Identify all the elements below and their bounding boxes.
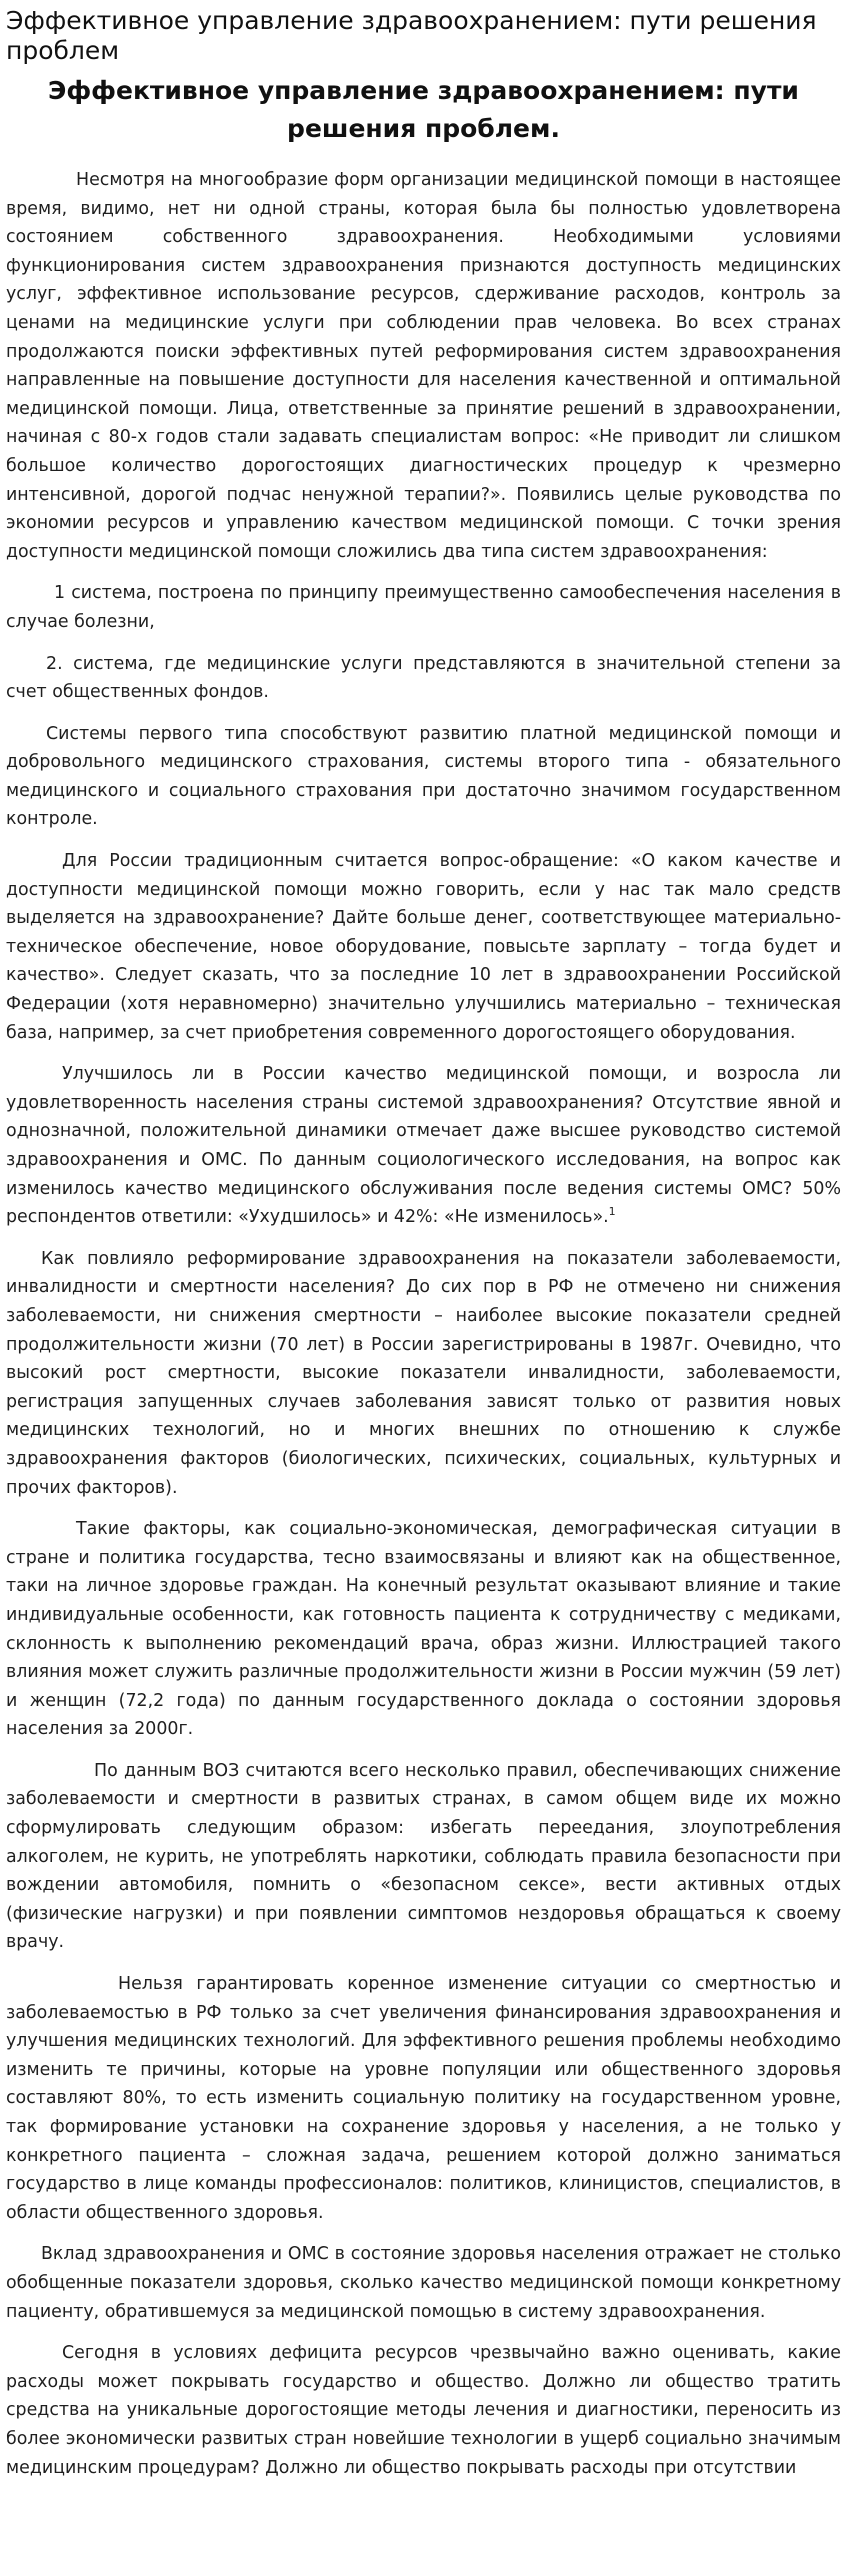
- paragraph-factors: Такие факторы, как социально-экономическая, демографическая ситуации в стране и политика государства, тесно взаимосвязаны и влияют как на общественное, таки на личное здоровье граждан. На конечный результат оказывают влияние и такие индивидуальные особенности, как готовность пациента к сотрудничеству с медиками, склонность к выполнению рекомендаций врача, образ жизни. Иллюстрацией такого влияния может служить различные продолжительности жизни в России мужчин (59 лет) и женщин (72,2 года) по данным государственного доклада о состоянии здоровья населения за 2000г.: [6, 1519, 841, 1740]
- paragraph-who-rules: По данным ВОЗ считаются всего несколько правил, обеспечивающих снижение заболеваемости и смертности в развитых странах, в самом общем виде их можно сформулировать следующим образом: избегать переедания, злоупотребления алкоголем, не курить, не употреблять наркотики, соблюдать правила безопасности при вождении автомобиля, помнить о «безопасном сексе», вести активных отдых (физические нагрузки) и при появлении симптомов нездоровья обращаться к своему врачу.: [6, 1760, 841, 1953]
- document-heading: Эффективное управление здравоохранением: пути решения проблем.: [48, 76, 799, 143]
- paragraph-resource-deficit: Сегодня в условиях дефицита ресурсов чрезвычайно важно оценивать, какие расходы может покрывать государство и общество. Должно ли общество тратить средства на уникальные дорогостоящие методы лечения и диагностики, переносить из более экономически развитых стран новейшие технологии в ущерб социально значимым медицинским процедурам? Должно ли общество покрывать расходы при отсутствии: [6, 2343, 841, 2478]
- paragraph-system-types: Системы первого типа способствуют развитию платной медицинской помощи и добровольного медицинского страхования, системы второго типа - обязательного медицинского и социального страхования при достаточно значимом государственном контроле.: [6, 723, 841, 830]
- footnote-reference[interactable]: 1: [608, 1205, 616, 1219]
- paragraph-intro: Несмотря на многообразие форм организации медицинской помощи в настоящее время, видимо, нет ни одной страны, которая была бы полностью удовлетворена состоянием собственного здравоохранения. Необходимыми условиями функционирования систем здравоохранения признаются доступность медицинских услуг, эффективное использование ресурсов, сдерживание расходов, контроль за ценами на медицинские услуги при соблюдении прав человека. Во всех странах продолжаются поиски эффективных путей реформирования систем здравоохранения направленные на повышение доступности для населения качественной и оптимальной медицинской помощи. Лица, ответственные за принятие решений в здравоохранении, начиная с 80-х годов стали задавать специалистам вопрос: «Не приводит ли слишком большое количество дорогостоящих диагностических процедур к чрезмерно интенсивной, дорогой подчас ненужной терапии?». Появились целые руководства по экономии ресурсов и управлению качеством медицинской помощи. С точки зрения доступности медицинской помощи сложились два типа систем здравоохранения:: [6, 170, 841, 562]
- paragraph-quality-survey: [6, 1060, 841, 1232]
- list-item-system-2: 2. система, где медицинские услуги представляются в значительной степени за счет общественных фондов.: [6, 653, 841, 703]
- page-title: Эффективное управление здравоохранением: пути решения проблем: [6, 6, 817, 65]
- paragraph-quality-survey-text: Улучшилось ли в России качество медицинской помощи, и возросла ли удовлетворенность населения страны системой здравоохранения? Отсутствие явной и однозначной, положительной динамики отмечает даже высшее руководство системой здравоохранения и ОМС. По данным социологического исследования, на вопрос как изменилось качество медицинского обслуживания после ведения системы ОМС? 50% респондентов ответили: «Ухудшилось» и 42%: «Не изменилось».: [6, 1064, 841, 1228]
- paragraph-russia-question: Для России традиционным считается вопрос-обращение: «О каком качестве и доступности медицинской помощи можно говорить, если у нас так мало средств выделяется на здравоохранение? Дайте больше денег, соответствующее материально-техническое обеспечение, новое оборудование, повысьте зарплату – тогда будет и качество». Следует сказать, что за последние 10 лет в здравоохранении Российской Федерации (хотя неравномерно) значительно улучшились материально – техническая база, например, за счет приобретения современного дорогостоящего оборудования.: [6, 851, 841, 1043]
- paragraph-no-guarantee: Нельзя гарантировать коренное изменение ситуации со смертностью и заболеваемостью в РФ только за счет увеличения финансирования здравоохранения и улучшения медицинских технологий. Для эффективного решения проблемы необходимо изменить те причины, которые на уровне популяции или общественного здоровья составляют 80%, то есть изменить социальную политику на государственном уровне, так формирование установки на сохранение здоровья у населения, а не только у конкретного пациента – сложная задача, решением которой должно заниматься государство в лице команды профессионалов: политиков, клиницистов, специалистов, в области общественного здоровья.: [6, 1974, 841, 2223]
- paragraph-reform-impact: Как повлияло реформирование здравоохранения на показатели заболеваемости, инвалидности и смертности населения? До сих пор в РФ не отмечено ни снижения заболеваемости, ни снижения смертности – наиболее высокие показатели средней продолжительности жизни (70 лет) в России зарегистрированы в 1987г. Очевидно, что высокий рост смертности, высокие показатели инвалидности, заболеваемости, регистрация запущенных случаев заболевания зависят только от развития новых медицинских технологий, но и многих внешних по отношению к службе здравоохранения факторов (биологических, психических, социальных, культурных и прочих факторов).: [6, 1248, 841, 1498]
- list-item-system-1: 1 система, построена по принципу преимущественно самообеспечения населения в случае болезни,: [6, 583, 841, 632]
- paragraph-contribution: Вклад здравоохранения и ОМС в состояние здоровья населения отражает не столько обобщенные показатели здоровья, сколько качество медицинской помощи конкретному пациенту, обратившемуся за медицинской помощью в систему здравоохранения.: [6, 2244, 841, 2322]
